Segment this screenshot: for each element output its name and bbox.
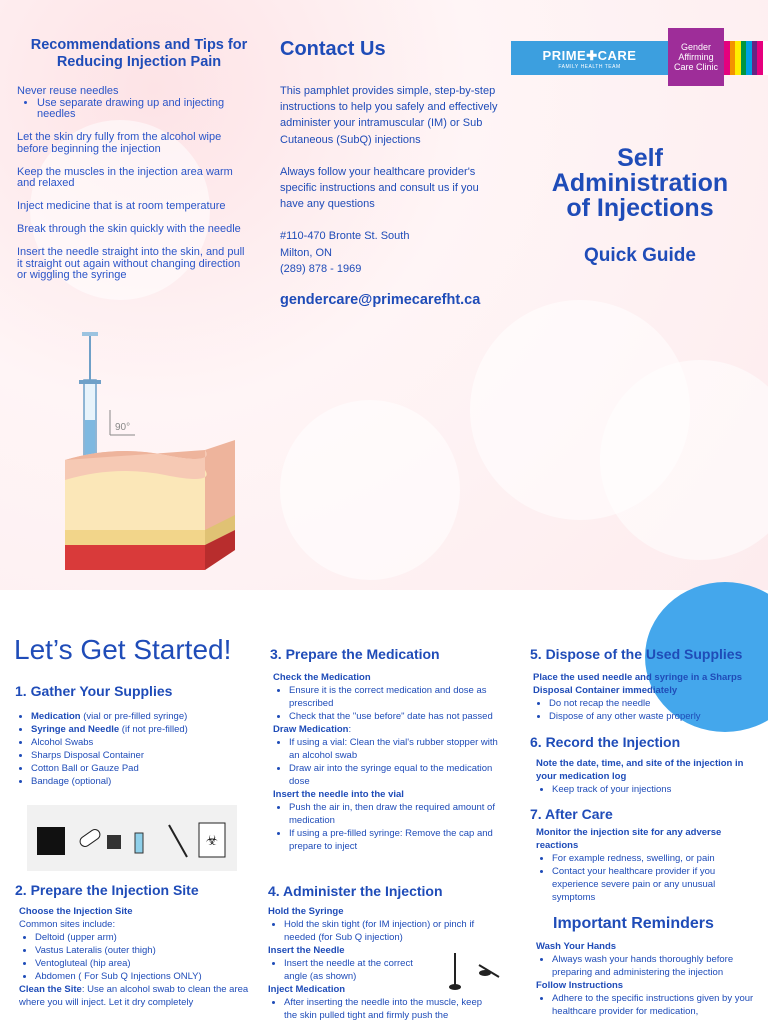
injection-illustration [55, 330, 245, 575]
sharps-container-icon [37, 827, 65, 855]
tip-item: Never reuse needles [17, 85, 119, 97]
contact-body [280, 83, 500, 277]
bandage-icon [78, 828, 102, 849]
supply-item: • Bandage (optional) [31, 775, 245, 788]
clinic-logo [668, 28, 724, 86]
step4-heading: 4. Administer the Injection [268, 883, 443, 899]
step3-body [273, 671, 498, 853]
site-item: • Abdomen ( For Sub Q Injections ONLY) [35, 970, 249, 983]
supply-item-text: (vial or pre-filled syringe) [80, 711, 188, 722]
site-item: • Ventogluteal (hip area) [35, 957, 249, 970]
supply-item-text: (if not pre-filled) [119, 724, 188, 735]
step5-body [533, 671, 758, 723]
step4-item: • Insert the needle at the correct angle (as shown) [284, 957, 434, 983]
primecare-logo-text: PRIME✚CARE [542, 48, 637, 63]
step2-label: Choose the Injection Site [19, 906, 133, 917]
supply-item-bold: Syringe and Needle [31, 724, 120, 735]
contact-intro: This pamphlet provides simple, step-by-step instructions to help you safely and effectively administer your intramuscular (IM) or Sub Cutaneous (SubQ) injections [280, 85, 498, 146]
step6-heading: 6. Record the Injection [530, 734, 681, 750]
address-line-1: #110-470 Bronte St. South [280, 230, 410, 243]
tip-item: Inject medicine that is at room temperature [17, 200, 226, 212]
reminders-body [536, 940, 758, 1018]
contact-heading: Contact Us [280, 38, 386, 60]
step4-label: Hold the Syringe [268, 906, 344, 917]
rainbow-stripes [724, 41, 768, 75]
tip-subitem: • Use separate drawing up and injecting needles [37, 98, 252, 121]
step4-label: Inject Medication [268, 984, 346, 995]
step3-item: • If using a vial: Clean the vial's rubber stopper with an alcohol swab [289, 736, 498, 762]
supply-item [31, 723, 245, 736]
step3-label-suffix: : [348, 724, 352, 735]
step3-item: • Draw air into the syringe equal to the medication dose [289, 762, 498, 788]
step6-body [536, 757, 758, 796]
tips-list [17, 86, 252, 293]
step3-heading: 3. Prepare the Medication [270, 646, 440, 662]
step5-heading: 5. Dispose of the Used Supplies [530, 646, 743, 662]
step2-text: Common sites include: [19, 919, 116, 930]
step6-label: Note the date, time, and site of the injection in your medication log [536, 758, 744, 782]
supply-item [31, 710, 245, 723]
angle-marker-icon [110, 410, 135, 435]
tip-item: Keep the muscles in the injection area warm and relaxed [17, 165, 233, 189]
rainbow-stripe [763, 41, 768, 75]
tip-item: Break through the skin quickly with the needle [17, 223, 241, 235]
phone-number[interactable]: (289) 878 - 1969 [280, 262, 362, 275]
needle-angle-illustration [437, 945, 507, 995]
clinic-logo-line: Affirming [678, 52, 714, 62]
cover-title-line: Administration [551, 169, 729, 197]
tips-heading: Recommendations and Tips for Reducing Injection Pain [30, 37, 248, 70]
cover-title-line: Self [617, 144, 663, 172]
step1-heading: 1. Gather Your Supplies [15, 683, 173, 699]
skin-layers-icon [65, 440, 235, 570]
supplies-illustration [27, 805, 237, 871]
cover-subtitle: Quick Guide [584, 245, 696, 266]
step7-heading: 7. After Care [530, 806, 613, 822]
reminder-label: Follow Instructions [536, 980, 624, 991]
step4-item: • After inserting the needle into the muscle, keep the skin pulled tight and firmly push the [284, 996, 493, 1022]
clinic-logo-line: Care Clinic [673, 62, 718, 72]
step5-item: • Dispose of any other waste properly [549, 710, 758, 723]
reminder-item: • Adhere to the specific instructions given by your healthcare provider for medication, [552, 992, 758, 1018]
step3-label: Insert the needle into the vial [273, 789, 404, 800]
primecare-logo-subtext: FAMILY HEALTH TEAM [558, 64, 621, 70]
reminders-heading: Important Reminders [553, 915, 714, 932]
step3-label: Check the Medication [273, 672, 371, 683]
reminder-item: • Always wash your hands thoroughly before preparing and administering the injection [552, 953, 758, 979]
step7-label: Monitor the injection site for any adverse reactions [536, 827, 722, 851]
cover-title [530, 146, 750, 221]
contact-advice: Always follow your healthcare provider's specific instructions and consult us if you have any questions [280, 165, 479, 211]
step1-list [15, 710, 245, 788]
primecare-logo [511, 41, 668, 75]
step2-body [19, 905, 249, 1009]
decorative-bubble [280, 400, 460, 580]
supply-item: • Sharps Disposal Container [31, 749, 245, 762]
tip-item: Let the skin dry fully from the alcohol wipe before beginning the injection [17, 131, 222, 155]
biohazard-icon: ☣ [205, 832, 219, 848]
start-heading: Let’s Get Started! [14, 634, 232, 665]
clean-site-desc: : Use an alcohol swab to clean the area where you will inject. Let it dry completely [19, 984, 249, 1008]
step3-item: • Check that the "use before" date has not passed [289, 710, 498, 723]
step7-body [536, 826, 758, 904]
step2-heading: 2. Prepare the Injection Site [15, 882, 199, 898]
syringe-small-icon [169, 825, 187, 857]
vial-icon [135, 833, 143, 853]
step7-item: • For example redness, swelling, or pain [552, 852, 758, 865]
step3-label: Draw Medication [273, 724, 349, 735]
step7-item: • Contact your healthcare provider if you experience severe pain or any unusual symptoms [552, 865, 758, 904]
clean-site-label: Clean the Site [19, 984, 82, 995]
supply-item-bold: Medication [31, 711, 81, 722]
step5-item: • Do not recap the needle [549, 697, 758, 710]
site-item: • Vastus Lateralis (outer thigh) [35, 944, 249, 957]
step5-label: Place the used needle and syringe in a Sharps Disposal Container immediately [533, 672, 743, 696]
angle-label: 90° [115, 422, 131, 433]
gauze-icon [107, 835, 121, 849]
step3-item: • If using a pre-filled syringe: Remove the cap and prepare to inject [289, 827, 498, 853]
tip-sublist [17, 98, 252, 121]
site-item: • Deltoid (upper arm) [35, 931, 249, 944]
supply-item: • Alcohol Swabs [31, 736, 245, 749]
supply-item: • Cotton Ball or Gauze Pad [31, 762, 245, 775]
clean-site-text [19, 983, 249, 1009]
step3-label-wrap [273, 723, 498, 736]
step4-item: • Hold the skin tight (for IM injection) or pinch if needed (for Sub Q injection) [284, 918, 493, 944]
clinic-logo-line: Gender [680, 42, 712, 52]
step6-item: • Keep track of your injections [552, 783, 758, 796]
contact-email[interactable]: gendercare@primecarefht.ca [280, 292, 481, 308]
step3-item: • Push the air in, then draw the required amount of medication [289, 801, 498, 827]
step3-item: • Ensure it is the correct medication and dose as prescribed [289, 684, 498, 710]
reminder-label: Wash Your Hands [536, 941, 617, 952]
tip-item: Insert the needle straight into the skin, and pull it straight out again without changing direction or wiggling the syringe [17, 246, 245, 281]
cover-title-line: of Injections [566, 194, 714, 222]
address-line-2: Milton, ON [280, 246, 332, 259]
step4-label: Insert the Needle [268, 945, 345, 956]
